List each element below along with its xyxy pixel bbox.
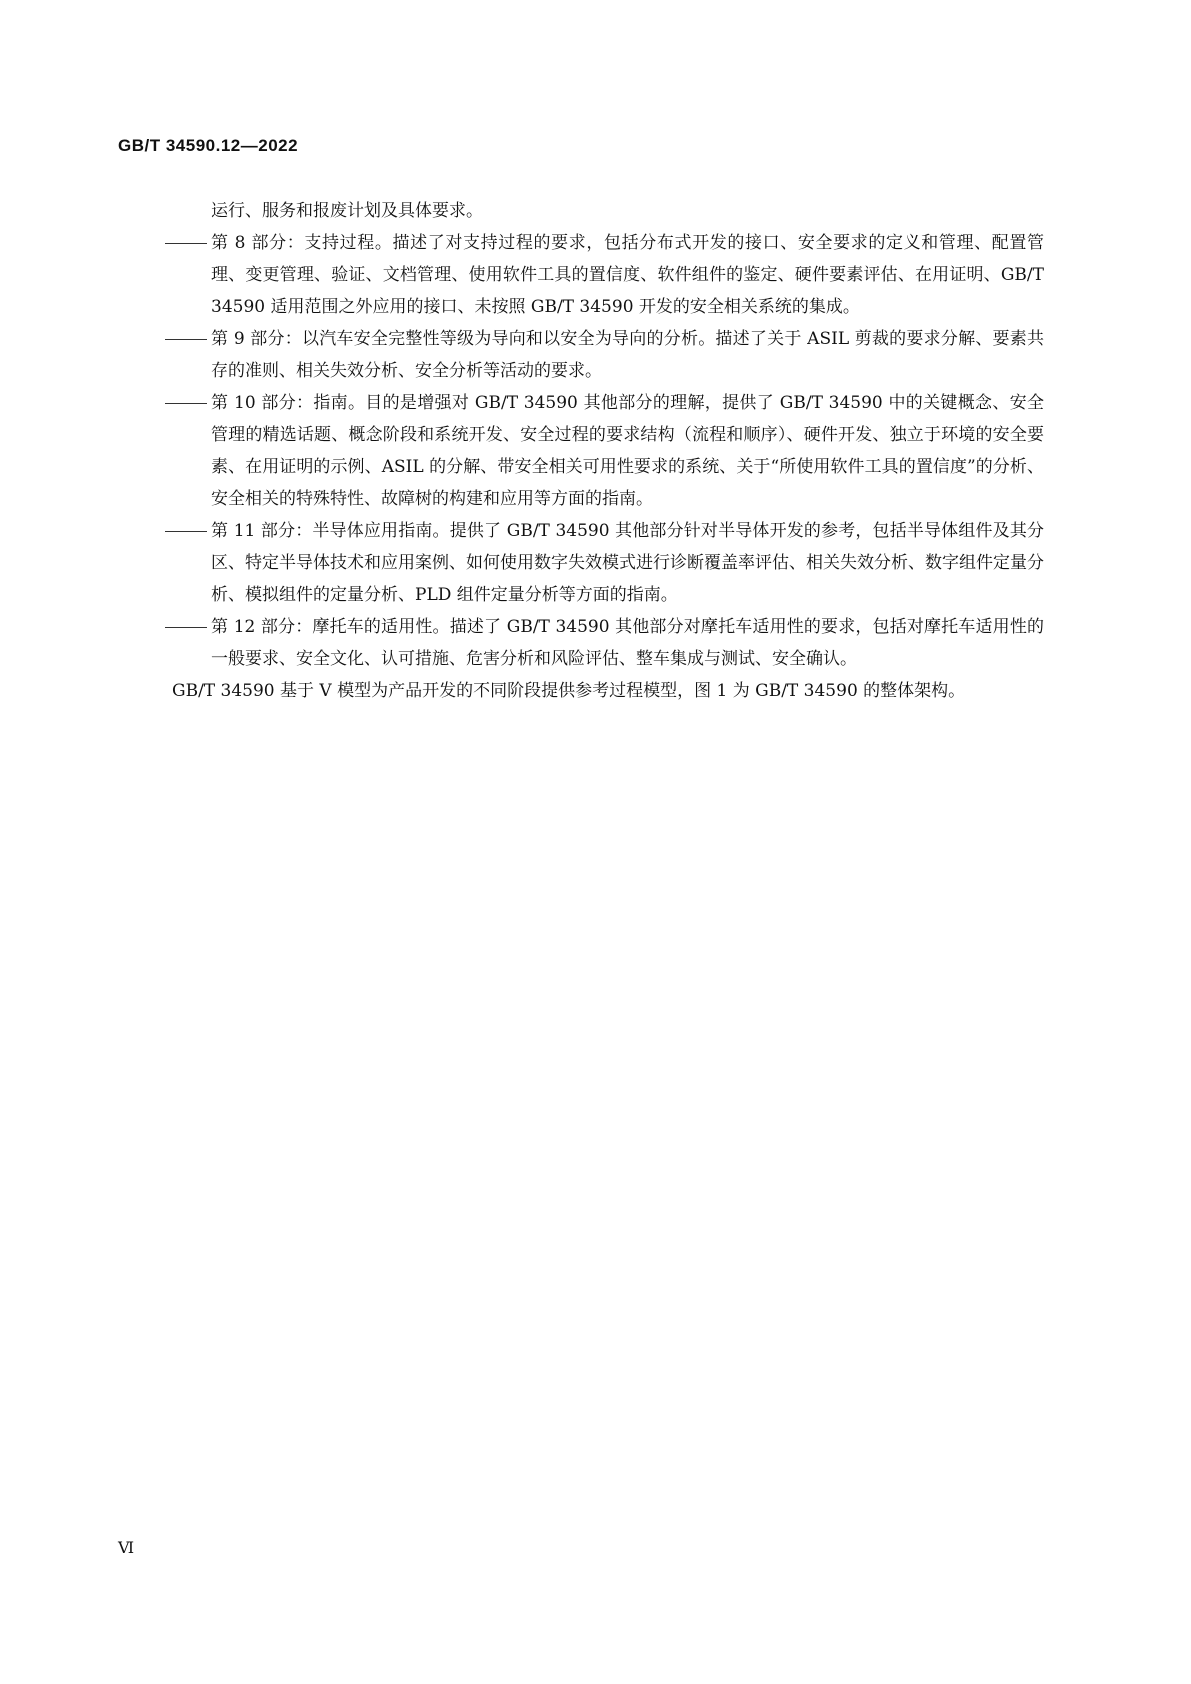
continuation-text: 运行、服务和报废计划及具体要求。 [211,201,483,221]
list-item-text: 第 12 部分：摩托车的适用性。描述了 GB/T 34590 其他部分对摩托车适用性的要求，包括对摩托车适用性的一般要求、安全文化、认可措施、危害分析和风险评估、整车集成与测试、安全确认。 [211,617,1044,669]
list-item-text: 第 11 部分：半导体应用指南。提供了 GB/T 34590 其他部分针对半导体开发的参考，包括半导体组件及其分区、特定半导体技术和应用案例、如何使用数字失效模式进行诊断覆盖率评估、相关失效分析、数字组件定量分析、模拟组件的定量分析、PLD 组件定量分析等方面的指南。 [211,521,1044,605]
list-item-part-9 [211,323,1044,387]
list-item-text: 第 10 部分：指南。目的是增强对 GB/T 34590 其他部分的理解，提供了 GB/T 34590 中的关键概念、安全管理的精选话题、概念阶段和系统开发、安全过程的要求结构（流程和顺序）、硬件开发、独立于环境的安全要素、在用证明的示例、ASIL 的分解、带安全相关可用性要求的系统、关于“所使用软件工具的置信度”的分析、安全相关的特殊特性、故障树的构建和应用等方面的指南。 [211,393,1044,509]
list-item-text: 第 9 部分：以汽车安全完整性等级为导向和以安全为导向的分析。描述了关于 ASIL 剪裁的要求分解、要素共存的准则、相关失效分析、安全分析等活动的要求。 [211,329,1044,381]
list-item-text: 第 8 部分：支持过程。描述了对支持过程的要求，包括分布式开发的接口、安全要求的定义和管理、配置管理、变更管理、验证、文档管理、使用软件工具的置信度、软件组件的鉴定、硬件要素评估、在用证明、GB/T 34590 适用范围之外应用的接口、未按照 GB/T 34590 开发的安全相关系统的集成。 [211,233,1044,317]
list-item-part-12 [211,611,1044,675]
final-paragraph: GB/T 34590 基于 V 模型为产品开发的不同阶段提供参考过程模型，图 1 为 GB/T 34590 的整体架构。 [172,681,966,701]
list-item-part-8 [211,227,1044,323]
dash-marker [165,403,207,404]
dash-marker [165,339,207,340]
list-item-part-10 [211,387,1044,515]
document-code-header: GB/T 34590.12—2022 [118,136,299,155]
dash-marker [165,243,207,244]
main-content [118,195,1044,707]
dash-marker [165,531,207,532]
page-number: Ⅵ [118,1538,135,1557]
list-item-part-11 [211,515,1044,611]
dash-marker [165,627,207,628]
